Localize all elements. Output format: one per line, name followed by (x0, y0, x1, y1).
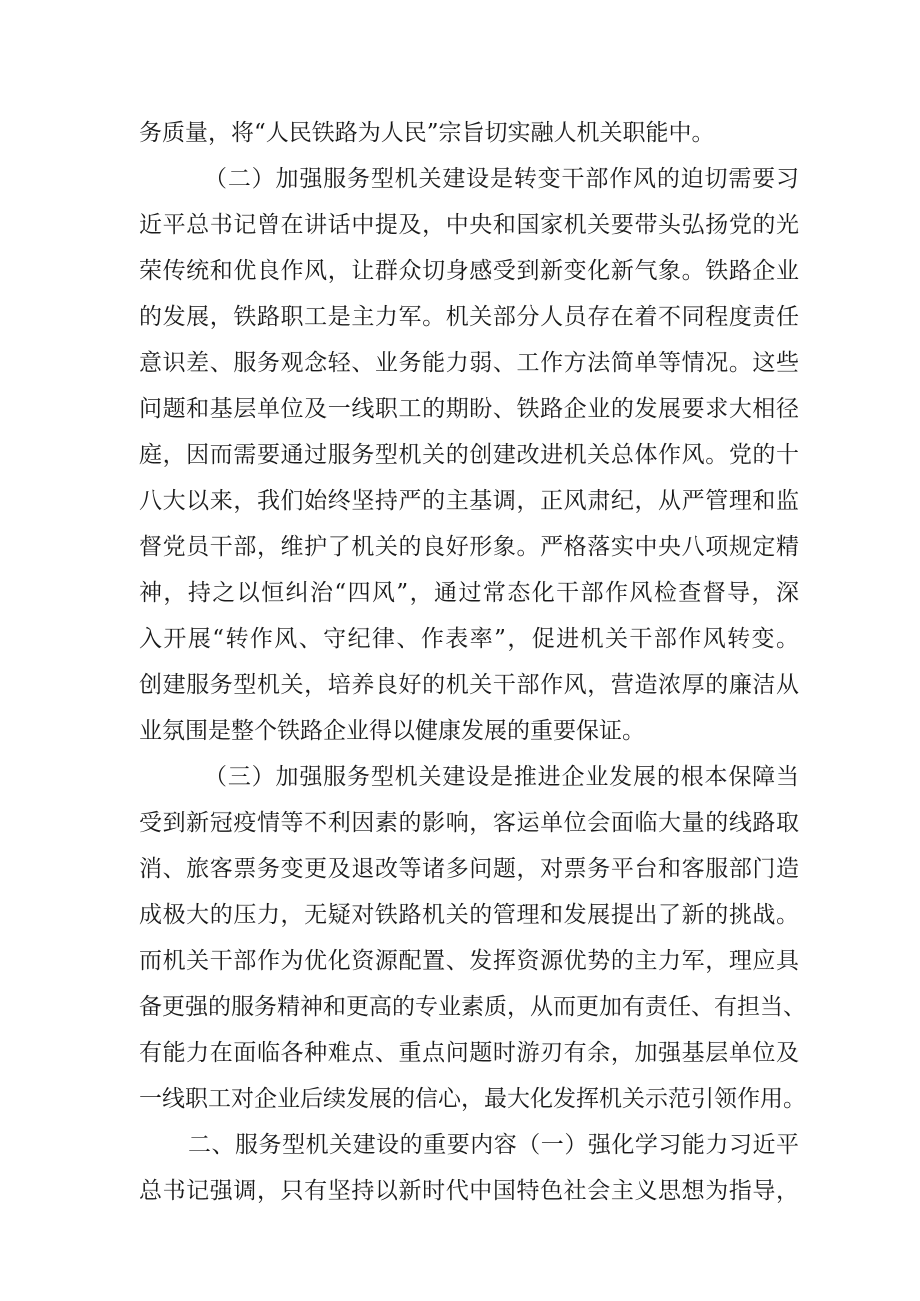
text-line: 八大以来，我们始终坚持严的主基调，正风肃纪，从严管理和监 (139, 488, 799, 514)
text-line: 荣传统和优良作风，让群众切身感受到新变化新气象。铁路企业 (139, 258, 799, 284)
text-line: 近平总书记曾在讲话中提及，中央和国家机关要带头弘扬党的光 (139, 212, 799, 238)
text-line: 备更强的服务精神和更高的专业素质，从而更加有责任、有担当、 (139, 994, 806, 1020)
text-line: 成极大的压力，无疑对铁路机关的管理和发展提出了新的挑战。 (139, 902, 799, 928)
text-line: 入开展“转作风、守纪律、作表率”，促进机关干部作风转变。 (139, 626, 799, 652)
text-line: 受到新冠疫情等不利因素的影响，客运单位会面临大量的线路取 (139, 810, 799, 836)
text-line: （三）加强服务型机关建设是推进企业发展的根本保障当 (204, 764, 799, 790)
text-line: （二）加强服务型机关建设是转变干部作风的迫切需要习 (204, 166, 799, 192)
text-line: 一线职工对企业后续发展的信心，最大化发挥机关示范引领作用。 (139, 1086, 806, 1112)
text-line: 意识差、服务观念轻、业务能力弱、工作方法简单等情况。这些 (139, 350, 799, 376)
text-line: 消、旅客票务变更及退改等诸多问题，对票务平台和客服部门造 (139, 856, 799, 882)
text-line: 二、服务型机关建设的重要内容（一）强化学习能力习近平 (188, 1132, 799, 1158)
text-line: 的发展，铁路职工是主力军。机关部分人员存在着不同程度责任 (139, 304, 799, 330)
text-line: 有能力在面临各种难点、重点问题时游刃有余，加强基层单位及 (139, 1040, 799, 1066)
text-line: 业氛围是整个铁路企业得以健康发展的重要保证。 (139, 718, 645, 744)
text-line: 务质量，将“人民铁路为人民”宗旨切实融人机关职能中。 (139, 120, 715, 146)
text-line: 督党员干部，维护了机关的良好形象。严格落实中央八项规定精 (139, 534, 799, 560)
text-line: 总书记强调，只有坚持以新时代中国特色社会主义思想为指导， (139, 1178, 799, 1204)
text-line: 创建服务型机关，培养良好的机关干部作风，营造浓厚的廉洁从 (139, 672, 799, 698)
text-line: 问题和基层单位及一线职工的期盼、铁路企业的发展要求大相径 (139, 396, 799, 422)
text-line: 庭，因而需要通过服务型机关的创建改进机关总体作风。党的十 (139, 442, 799, 468)
text-line: 而机关干部作为优化资源配置、发挥资源优势的主力军，理应具 (139, 948, 799, 974)
text-line: 神，持之以恒纠治“四风”，通过常态化干部作风检查督导，深 (139, 580, 799, 606)
